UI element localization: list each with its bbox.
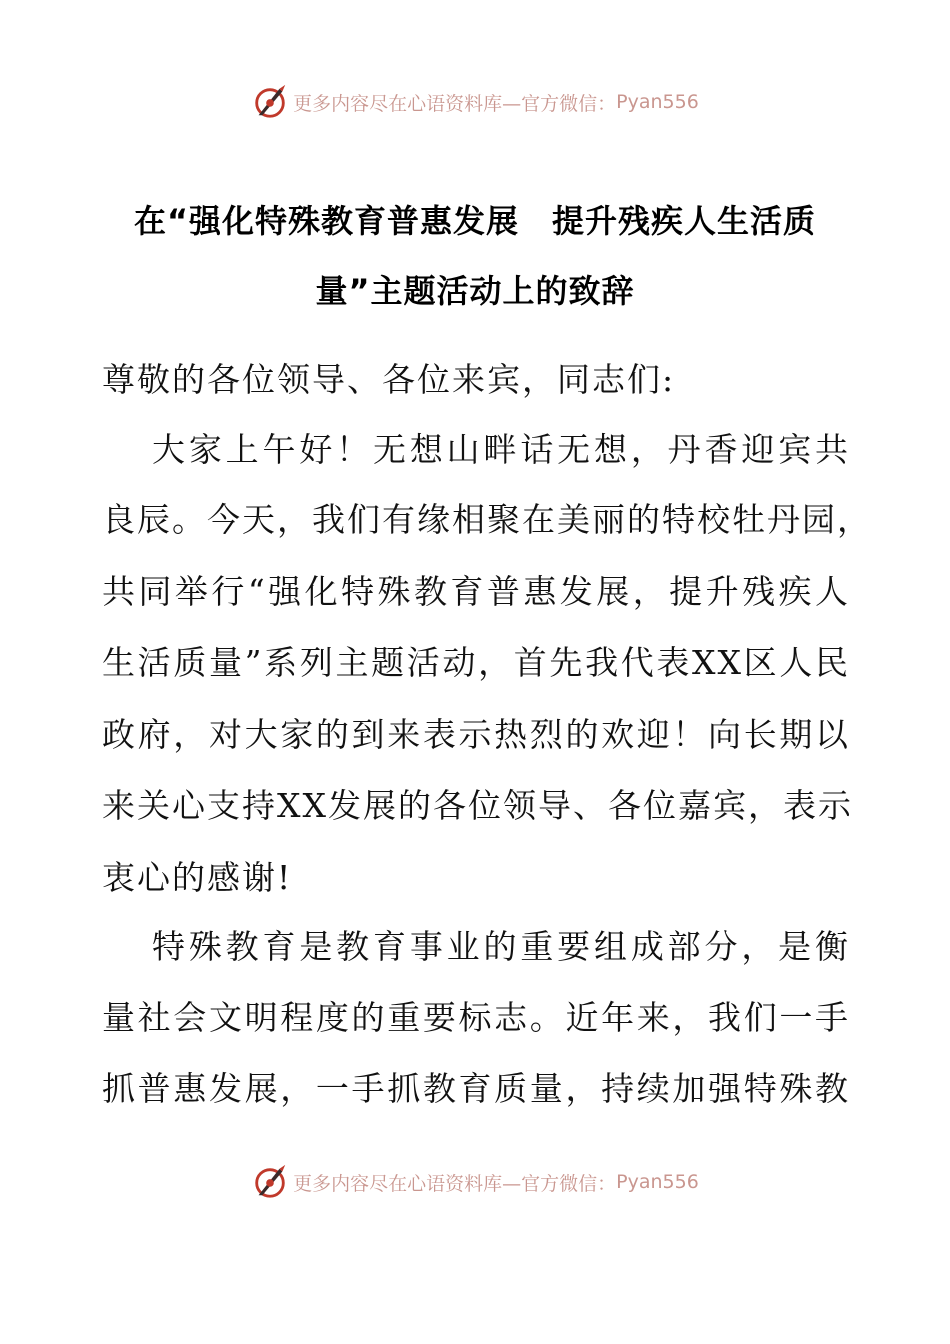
watermark-wechat-id: Pyan556 — [616, 91, 699, 113]
quill-logo-icon — [251, 1163, 289, 1201]
body-line: 抓普惠发展，一手抓教育质量，持续加强特殊教 — [102, 1069, 850, 1108]
salutation: 尊敬的各位领导、各位来宾，同志们: — [102, 360, 676, 399]
body-line: 良辰。今天，我们有缘相聚在美丽的特校牡丹园， — [102, 500, 872, 539]
body-line: 大家上午好！无想山畔话无想，丹香迎宾共 — [152, 430, 850, 469]
document-title-line-1: 在“强化特殊教育普惠发展 提升残疾人生活质 — [133, 202, 817, 240]
header-watermark — [0, 82, 950, 122]
body-line: 来关心支持XX发展的各位领导、各位嘉宾，表示 — [102, 786, 853, 825]
body-line: 生活质量”系列主题活动，首先我代表XX区人民 — [102, 643, 850, 682]
body-line: 共同举行“强化特殊教育普惠发展，提升残疾人 — [102, 572, 850, 611]
body-line: 政府，对大家的到来表示热烈的欢迎！向长期以 — [102, 715, 850, 754]
watermark-text: 更多内容尽在心语资料库—官方微信： — [293, 1172, 617, 1195]
quill-logo-icon — [251, 83, 289, 121]
watermark-text: 更多内容尽在心语资料库—官方微信： — [293, 92, 617, 115]
footer-watermark — [0, 1162, 950, 1202]
document-title-line-2: 量”主题活动上的致辞 — [315, 272, 635, 310]
watermark-wechat-id: Pyan556 — [616, 1171, 699, 1193]
body-line: 特殊教育是教育事业的重要组成部分，是衡 — [152, 927, 850, 966]
body-line: 衷心的感谢! — [102, 858, 293, 897]
body-line: 量社会文明程度的重要标志。近年来，我们一手 — [102, 998, 850, 1037]
